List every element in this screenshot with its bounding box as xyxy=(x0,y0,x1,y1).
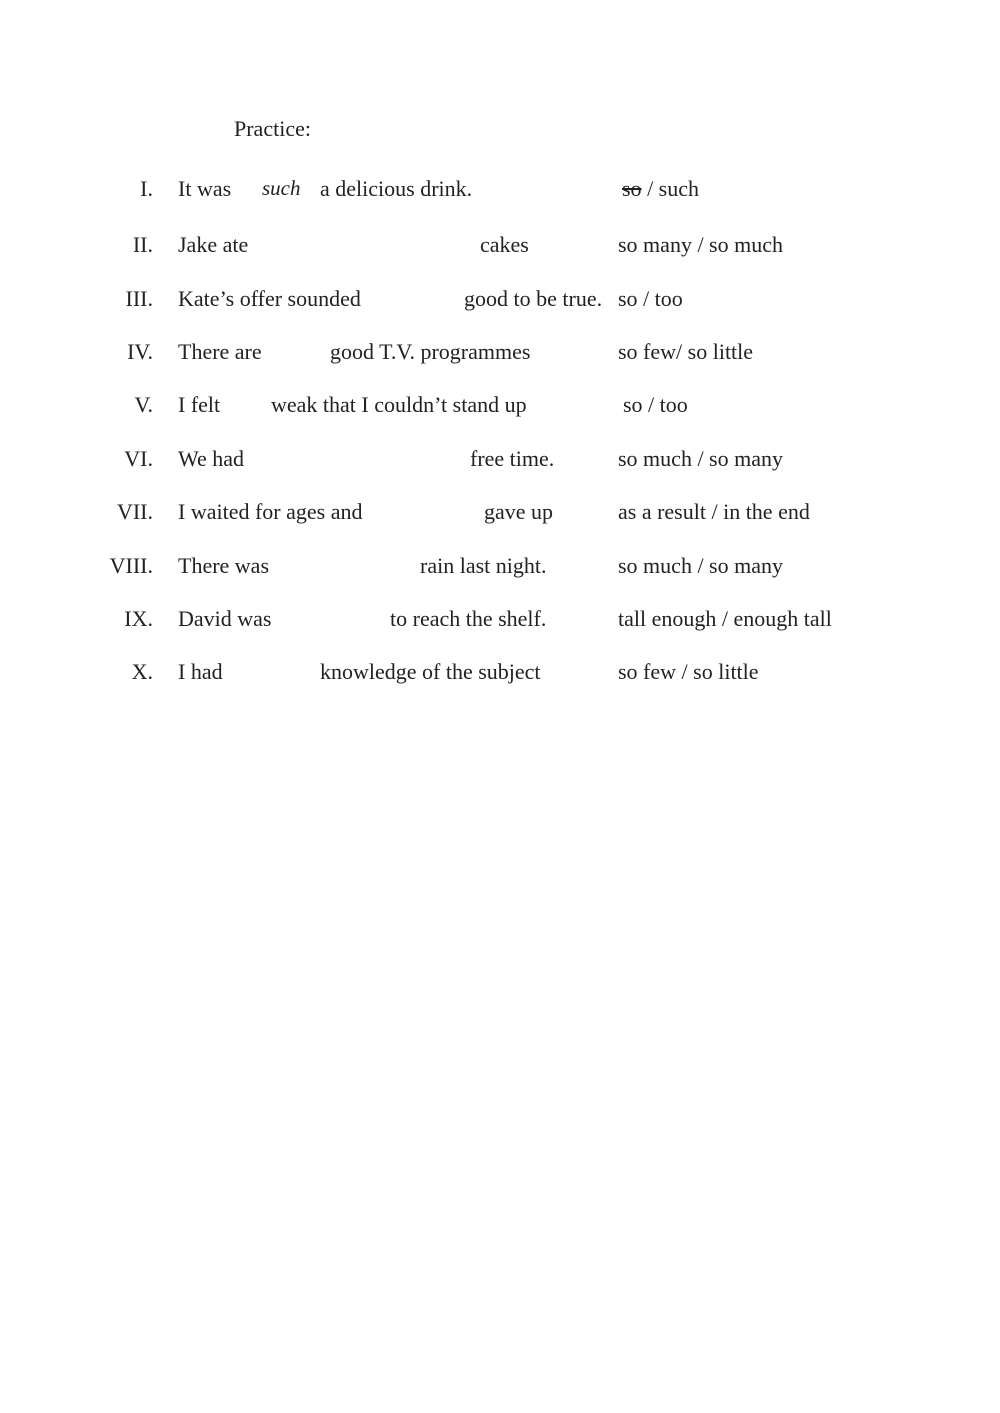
exercise-row xyxy=(0,339,1000,369)
item-number: VI. xyxy=(124,446,153,471)
item-number: I. xyxy=(140,176,153,201)
exercise-row xyxy=(0,606,1000,636)
exercise-row xyxy=(0,176,1000,206)
sentence-end: free time. xyxy=(470,446,555,471)
sentence-start: Kate’s offer sounded xyxy=(178,286,361,311)
sentence-start: David was xyxy=(178,606,272,631)
sentence-end: weak that I couldn’t stand up xyxy=(271,392,527,417)
answer-options: so few/ so little xyxy=(618,339,754,364)
answer-options xyxy=(622,176,699,202)
exercise-row xyxy=(0,499,1000,529)
exercise-row xyxy=(0,286,1000,316)
sentence-start: There are xyxy=(178,339,262,364)
sentence-end: good T.V. programmes xyxy=(330,339,531,364)
exercise-row xyxy=(0,392,1000,422)
exercise-row xyxy=(0,446,1000,476)
filled-answer: such xyxy=(262,176,301,200)
sentence-start: It was xyxy=(178,176,232,201)
answer-options: tall enough / enough tall xyxy=(618,606,832,631)
sentence-end: good to be true. xyxy=(464,286,603,311)
answer-options: so much / so many xyxy=(618,553,783,578)
sentence-end: to reach the shelf. xyxy=(390,606,547,631)
item-number: IX. xyxy=(124,606,153,631)
answer-options: as a result / in the end xyxy=(618,499,810,524)
item-number: VII. xyxy=(116,499,153,524)
sentence-end: knowledge of the subject xyxy=(320,659,541,684)
exercise-row xyxy=(0,232,1000,262)
sentence-start: There was xyxy=(178,553,270,578)
item-number: IV. xyxy=(127,339,153,364)
item-number: II. xyxy=(132,232,153,257)
sentence-start: We had xyxy=(178,446,245,471)
item-number: X. xyxy=(131,659,153,684)
struck-option: so xyxy=(622,176,642,201)
sentence-end: rain last night. xyxy=(420,553,547,578)
sentence-end: cakes xyxy=(480,232,529,257)
sentence-start: Jake ate xyxy=(178,232,249,257)
practice-heading: Practice: xyxy=(234,116,311,141)
remaining-options: / such xyxy=(641,176,700,201)
item-number: VIII. xyxy=(109,553,153,578)
sentence-end: a delicious drink. xyxy=(320,176,473,201)
sentence-start: I had xyxy=(178,659,223,684)
answer-options: so many / so much xyxy=(618,232,783,257)
item-number: III. xyxy=(125,286,153,311)
sentence-start: I felt xyxy=(178,392,221,417)
exercise-row xyxy=(0,553,1000,583)
sentence-start: I waited for ages and xyxy=(178,499,363,524)
item-number: V. xyxy=(134,392,153,417)
answer-options: so / too xyxy=(623,392,688,417)
answer-options: so few / so little xyxy=(618,659,759,684)
answer-options: so / too xyxy=(618,286,683,311)
sentence-end: gave up xyxy=(484,499,554,524)
answer-options: so much / so many xyxy=(618,446,783,471)
exercise-row xyxy=(0,659,1000,689)
